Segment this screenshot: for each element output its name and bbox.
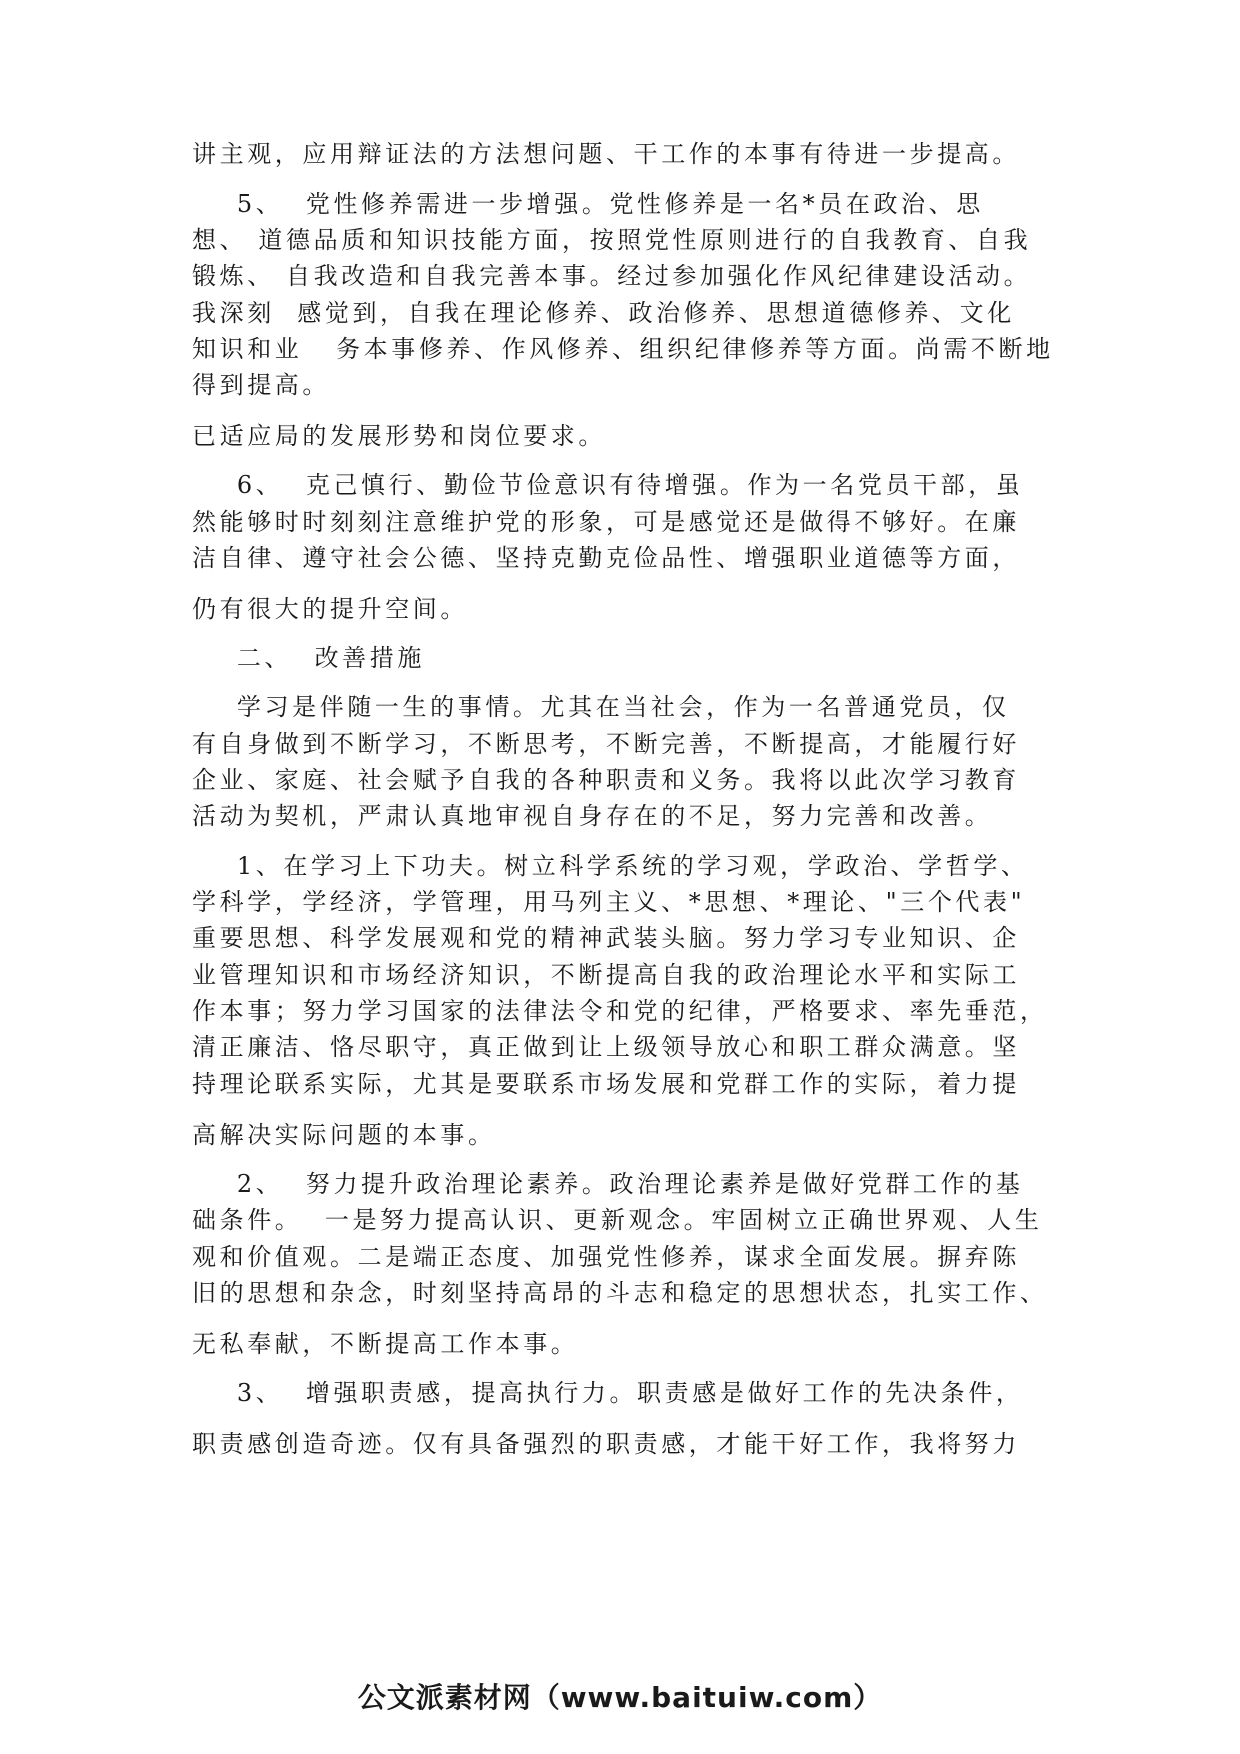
text-line: 想、 道德品质和知识技能方面，按照党性原则进行的自我教育、自我	[192, 226, 1032, 254]
text-line: 1、在学习上下功夫。树立科学系统的学习观，学政治、学哲学、	[192, 852, 1029, 880]
text-line: 3、 增强职责感，提高执行力。职责感是做好工作的先决条件，	[192, 1379, 1024, 1407]
text-line: 5、 党性修养需进一步增强。党性修养是一名*员在政治、思	[192, 190, 984, 218]
text-line: 持理论联系实际，尤其是要联系市场发展和党群工作的实际，着力提	[192, 1070, 1020, 1098]
text-line: 活动为契机，严肃认真地审视自身存在的不足，努力完善和改善。	[192, 802, 993, 830]
text-line: 洁自律、遵守社会公德、坚持克勤克俭品性、增强职业道德等方面，	[192, 544, 1020, 572]
text-line: 无私奉献，不断提高工作本事。	[192, 1330, 579, 1358]
text-line: 得到提高。	[192, 371, 330, 399]
text-line: 清正廉洁、恪尽职守，真正做到让上级领导放心和职工群众满意。坚	[192, 1033, 1020, 1061]
text-line: 已适应局的发展形势和岗位要求。	[192, 422, 606, 450]
text-line: 有自身做到不断学习，不断思考，不断完善，不断提高，才能履行好	[192, 730, 1020, 758]
text-line: 重要思想、科学发展观和党的精神武装头脑。努力学习专业知识、企	[192, 924, 1020, 952]
text-line: 然能够时时刻刻注意维护党的形象，可是感觉还是做得不够好。在廉	[192, 508, 1020, 536]
text-line: 我深刻 感觉到，自我在理论修养、政治修养、思想道德修养、文化	[192, 299, 1015, 327]
text-line: 作本事；努力学习国家的法律法令和党的纪律，严格要求、率先垂范，	[192, 997, 1048, 1025]
text-line: 企业、家庭、社会赋予自我的各种职责和义务。我将以此次学习教育	[192, 766, 1020, 794]
section-heading: 二、 改善措施	[192, 644, 425, 672]
text-line: 仍有很大的提升空间。	[192, 595, 468, 623]
text-line: 知识和业 务本事修养、作风修养、组织纪律修养等方面。尚需不断地	[192, 335, 1054, 363]
text-line: 业管理知识和市场经济知识，不断提高自我的政治理论水平和实际工	[192, 961, 1020, 989]
text-line: 职责感创造奇迹。仅有具备强烈的职责感，才能干好工作，我将努力	[192, 1430, 1020, 1458]
text-line: 础条件。 一是努力提高认识、更新观念。牢固树立正确世界观、人生	[192, 1206, 1043, 1234]
text-line: 2、 努力提升政治理论素养。政治理论素养是做好党群工作的基	[192, 1170, 1024, 1198]
text-line: 锻炼、 自我改造和自我完善本事。经过参加强化作风纪律建设活动。	[192, 262, 1032, 290]
footer-source: 公文派素材网（www.baituiw.com）	[357, 1681, 883, 1714]
text-line: 学习是伴随一生的事情。尤其在当社会，作为一名普通党员，仅	[192, 693, 1010, 721]
text-line: 讲主观，应用辩证法的方法想问题、干工作的本事有待进一步提高。	[192, 140, 1020, 168]
text-line: 6、 克己慎行、勤俭节俭意识有待增强。作为一名党员干部，虽	[192, 471, 1024, 499]
text-line: 高解决实际问题的本事。	[192, 1121, 496, 1149]
text-line: 观和价值观。二是端正态度、加强党性修养，谋求全面发展。摒弃陈	[192, 1243, 1020, 1271]
text-line: 学科学，学经济，学管理，用马列主义、*思想、*理论、"三个代表"	[192, 888, 1026, 916]
text-line: 旧的思想和杂念，时刻坚持高昂的斗志和稳定的思想状态，扎实工作、	[192, 1279, 1048, 1307]
